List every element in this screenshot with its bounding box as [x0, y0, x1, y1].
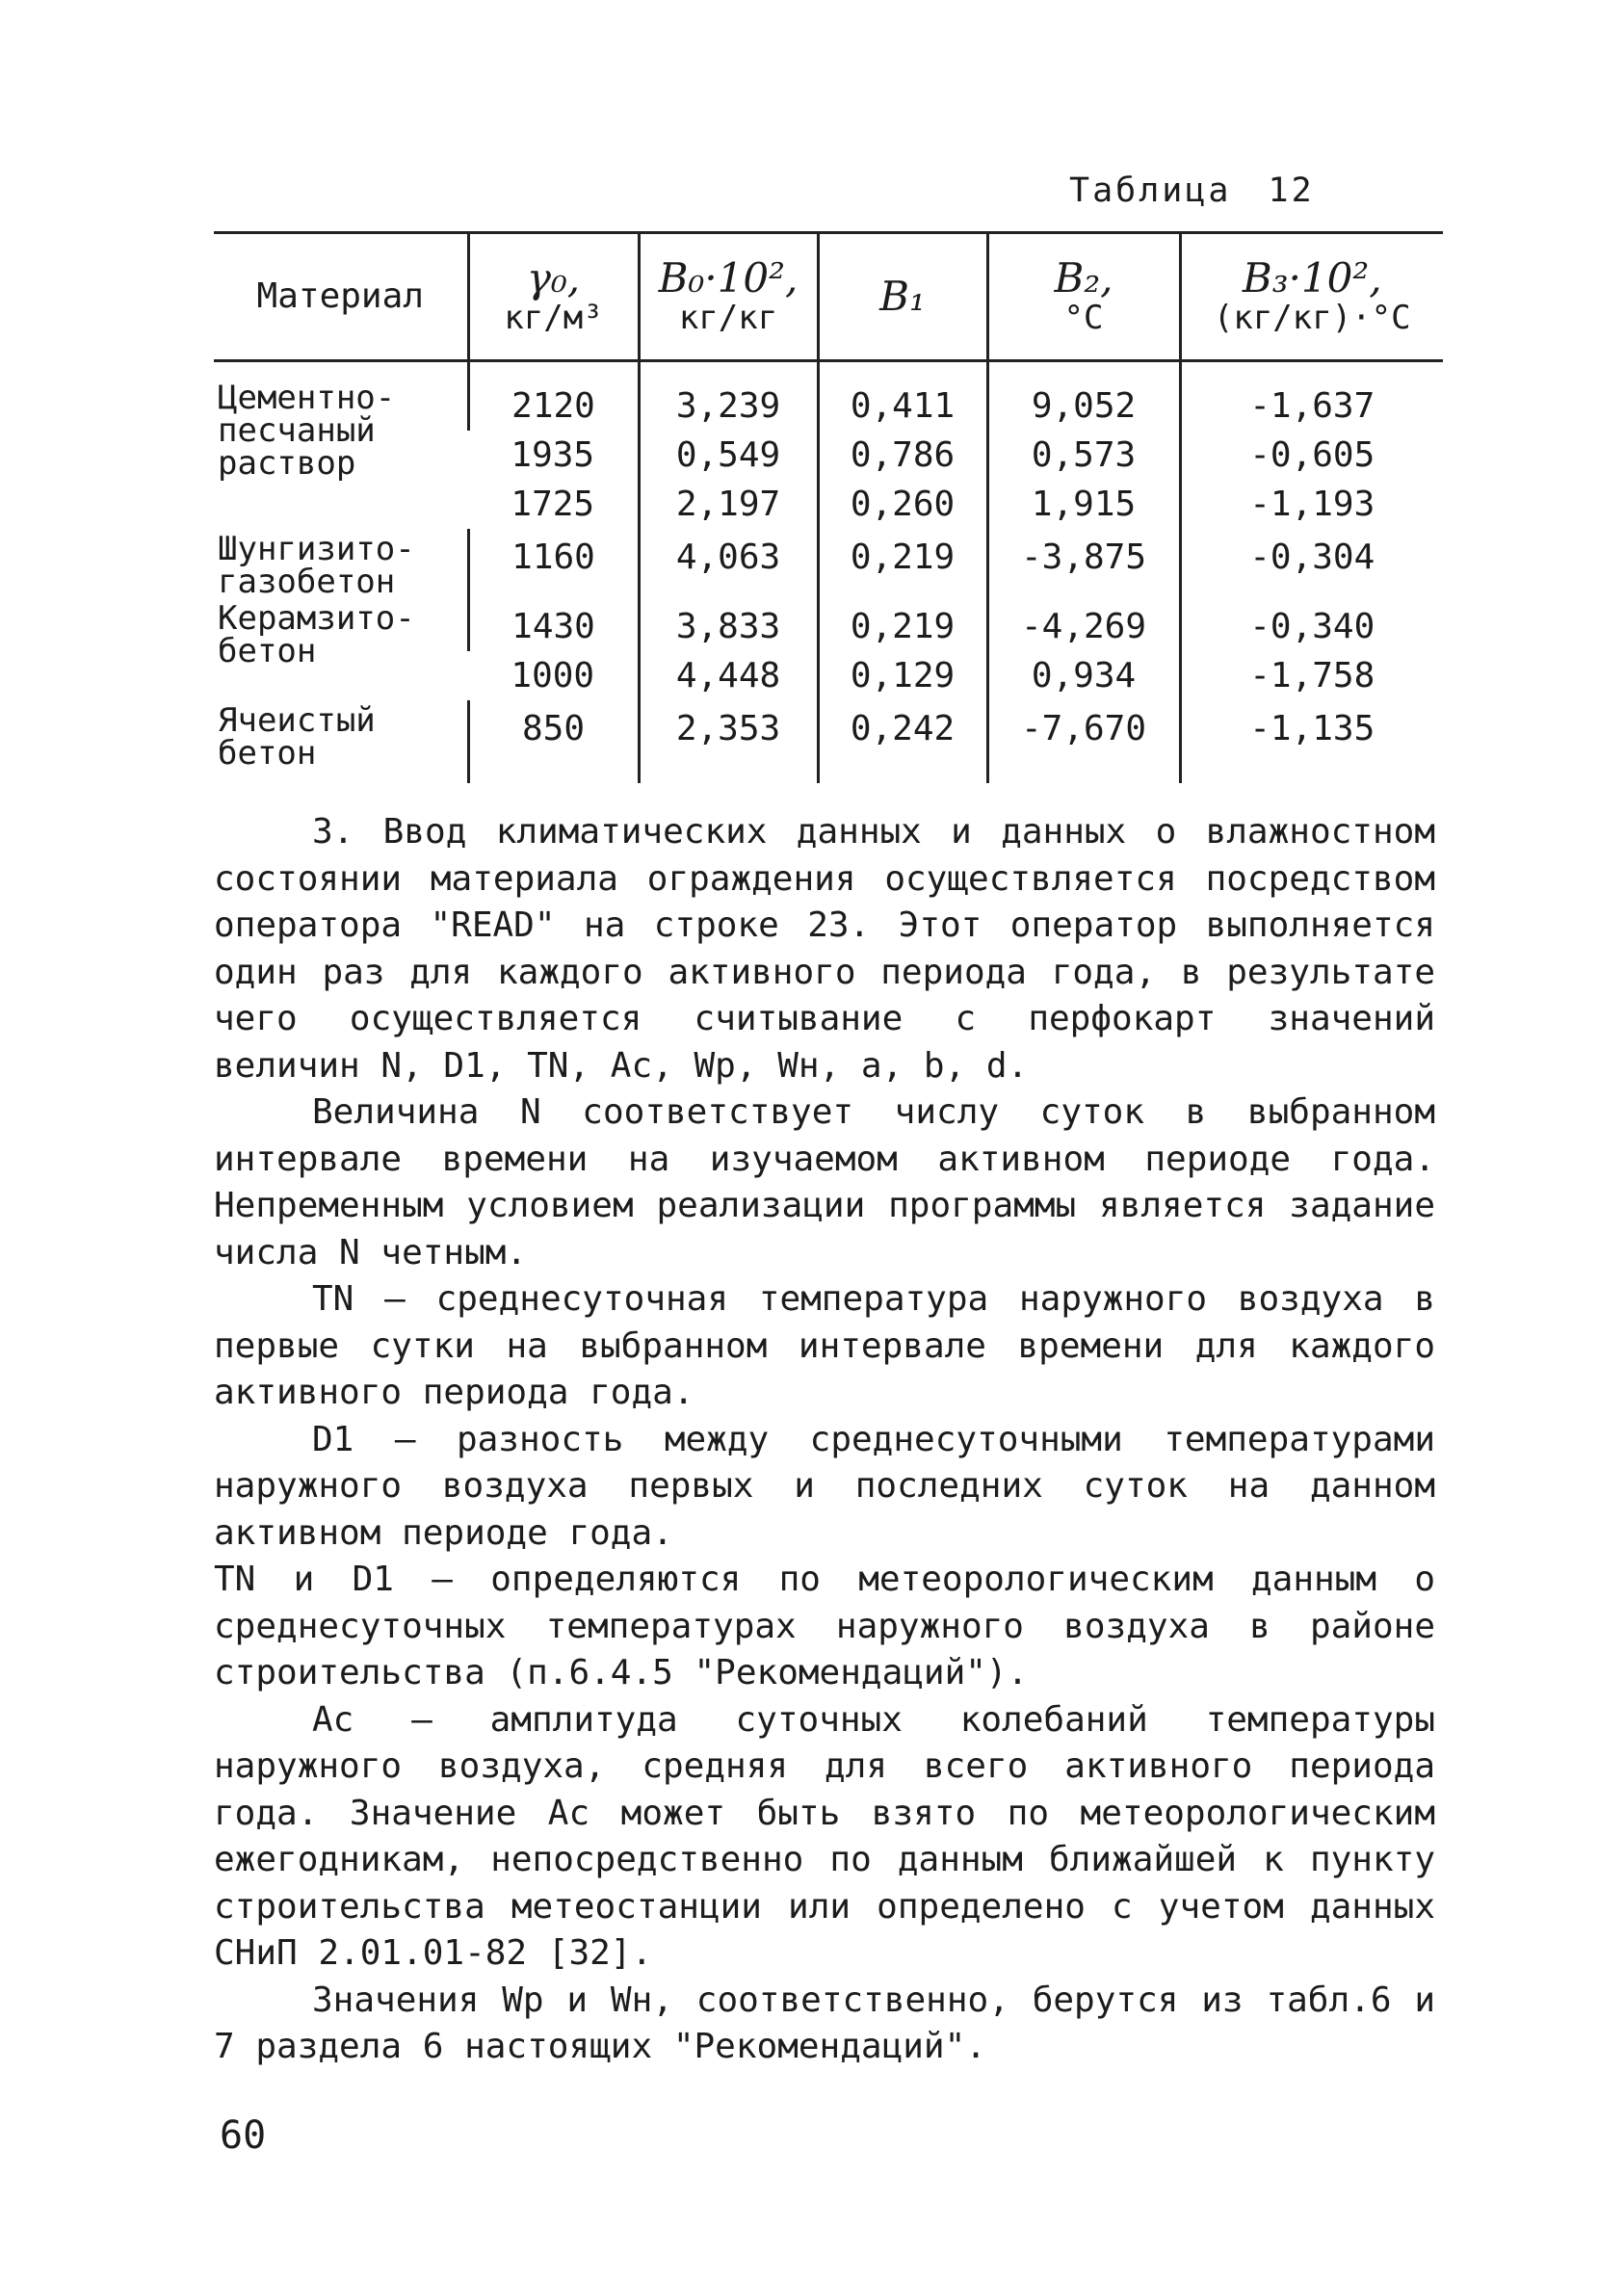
table-cell: -0,304: [1180, 529, 1443, 598]
table-cell: 1935: [511, 435, 595, 475]
table-cell: -4,269: [987, 598, 1180, 651]
material-cell: Ячеистый бетон: [218, 701, 376, 773]
table-cell: 3,833: [639, 598, 818, 651]
table-cell: -1,758: [1180, 651, 1443, 700]
table-cell: 1725: [511, 485, 595, 524]
header-b0-symbol: B₀·10²,: [658, 254, 799, 302]
table-cell: 0,242: [818, 700, 987, 783]
table-row: [214, 700, 1443, 783]
table-cell: -3,875: [987, 529, 1180, 598]
header-b2: [987, 233, 1180, 361]
header-b3: [1180, 233, 1443, 361]
table-row: [214, 529, 1443, 598]
table-cell: -0,340: [1180, 598, 1443, 651]
table-cell: 0,573: [987, 431, 1180, 480]
material-cell: Керамзито-бетон: [218, 599, 415, 670]
table-cell: 4,063: [639, 529, 818, 598]
table-cell: -7,670: [987, 700, 1180, 783]
table-cell: 1000: [511, 656, 595, 695]
paragraph-tn-definition: TN – среднесуточная температура наружного воздуха в первые сутки на выбранном интервале времени для каждого активного периода года.: [214, 1279, 1435, 1412]
paragraph-n-definition: Величина N соответствует числу суток в выбранном интервале времени на изучаемом активном периоде года. Непременным условием реализации программы является задание числа N четным.: [214, 1092, 1435, 1272]
table-cell: 0,549: [639, 431, 818, 480]
table-caption-word: Таблица: [1069, 171, 1232, 210]
header-b3-unit: (кг/кг)·°C: [1213, 299, 1411, 338]
header-density-unit: кг/м³: [504, 299, 603, 338]
table-cell: 0,786: [818, 431, 987, 480]
materials-table: [214, 231, 1443, 783]
header-b1-symbol: B₁: [879, 272, 926, 320]
table-cell: 1430: [468, 598, 639, 651]
table-header-row: [214, 233, 1443, 361]
header-density: [468, 233, 639, 361]
table-cell: -1,637: [1180, 361, 1443, 432]
table-cell: 2120: [468, 361, 639, 432]
table-caption-number: 12: [1268, 171, 1315, 210]
table-cell: -1,135: [1180, 700, 1443, 783]
paragraph-ac-definition: Ac – амплитуда суточных колебаний температуры наружного воздуха, средняя для всего активного периода года. Значение Ac может быть взято по метеорологическим ежегодникам, непосредственно по данным ближайшей к пункту строительства метеостанции или определено с учетом данных СНиП 2.01.01-82 [32].: [214, 1699, 1435, 1973]
header-b1: [818, 233, 987, 361]
table-cell: 0,411: [818, 361, 987, 432]
table-cell: 0,129: [818, 651, 987, 700]
header-b2-unit: °C: [1063, 299, 1104, 338]
table-cell: 1,915: [987, 480, 1180, 529]
table-cell: 850: [468, 700, 639, 783]
table-caption: [1069, 171, 1315, 210]
header-b0: [639, 233, 818, 361]
paragraph-wp-wn-source: Значения Wp и Wн, соответственно, берутся из табл.6 и 7 раздела 6 настоящих "Рекомендаций".: [214, 1980, 1435, 2066]
table-cell: -1,193: [1180, 480, 1443, 529]
paragraph-d1-definition: D1 – разность между среднесуточными температурами наружного воздуха первых и последних суток на данном активном периоде года.: [214, 1419, 1435, 1553]
table-cell: 4,448: [639, 651, 818, 700]
table-cell: 3,239: [639, 361, 818, 432]
header-density-symbol: γ₀,: [526, 254, 581, 302]
header-b2-symbol: B₂,: [1054, 254, 1113, 302]
table-row: [214, 598, 1443, 651]
table-cell: 0,219: [818, 598, 987, 651]
header-material: Материал: [214, 233, 468, 361]
table-cell: 1160: [468, 529, 639, 598]
table-cell: 0,260: [818, 480, 987, 529]
material-cell: Шунгизито-газобетон: [218, 530, 415, 601]
body-text: [214, 809, 1435, 2071]
table-cell: 0,219: [818, 529, 987, 598]
paragraph-input-data: 3. Ввод климатических данных и данных о влажностном состоянии материала ограждения осуществляется посредством оператора "READ" на строке 23. Этот оператор выполняется один раз для каждого активного периода года, в результате чего осуществляется считывание с перфокарт значений величин N, D1, TN, Ac, Wp, Wн, a, b, d.: [214, 812, 1435, 1086]
table-cell: 0,934: [987, 651, 1180, 700]
header-b0-unit: кг/кг: [678, 299, 778, 338]
table-row: [214, 361, 1443, 432]
table-cell: 2,197: [639, 480, 818, 529]
page-number: 60: [220, 2113, 267, 2158]
paragraph-tn-d1-source: TN и D1 – определяются по метеорологическим данным о среднесуточных температурах наружного воздуха в районе строительства (п.6.4.5 "Рекомендаций").: [214, 1560, 1435, 1692]
table-cell: 2,353: [639, 700, 818, 783]
header-b3-symbol: B₃·10²,: [1242, 254, 1382, 302]
table-cell: -0,605: [1180, 431, 1443, 480]
material-cell: Цементно-песчаный раствор: [218, 379, 396, 483]
table-cell: 9,052: [987, 361, 1180, 432]
